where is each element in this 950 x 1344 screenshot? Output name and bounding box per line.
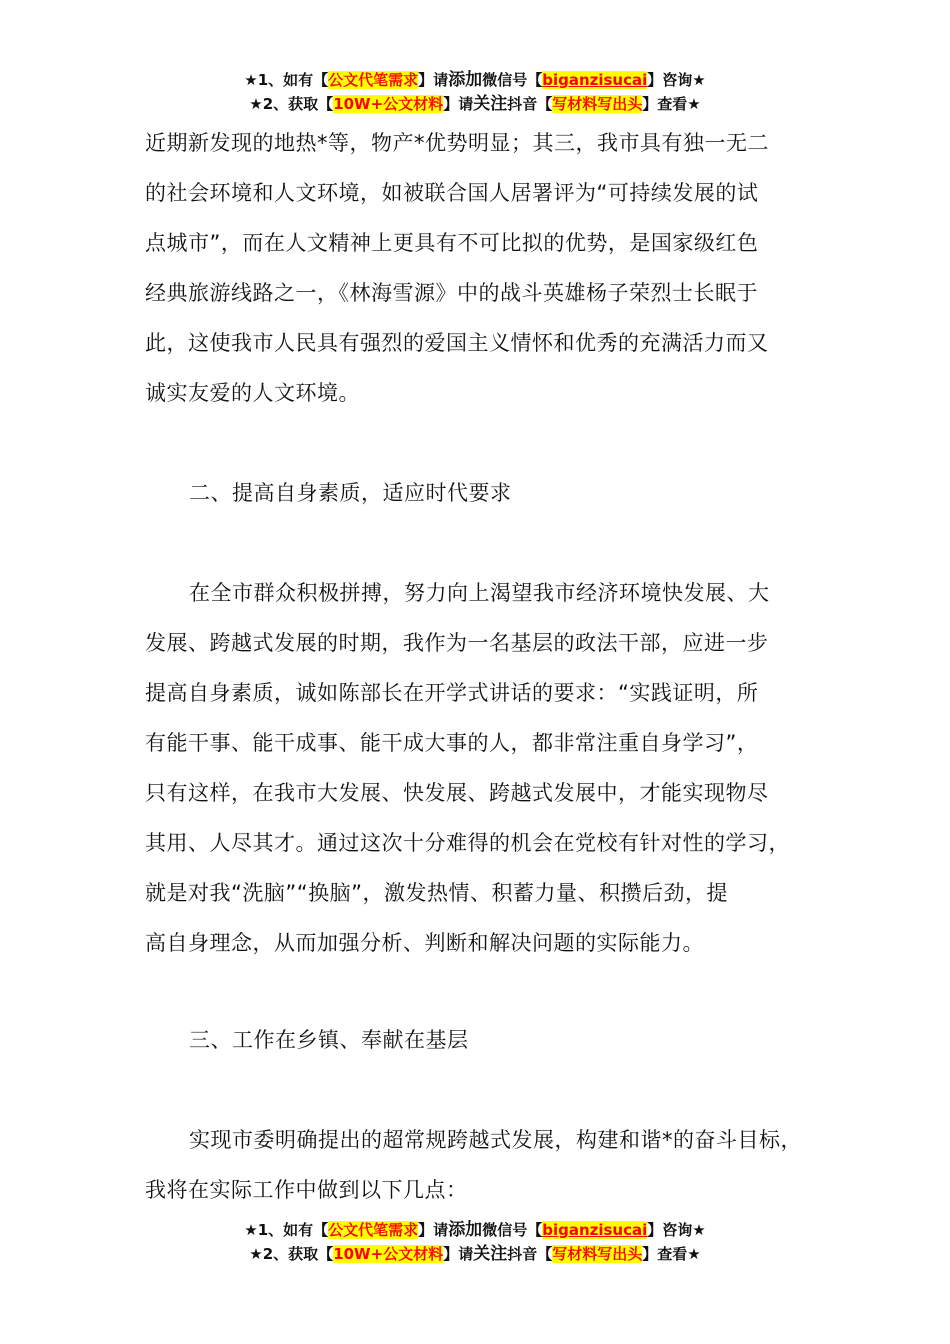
body-line: 诚实友爱的人文环境。 <box>145 381 360 405</box>
body-line: 我将在实际工作中做到以下几点： <box>145 1178 468 1202</box>
banner-wechat-id[interactable]: biganzisucai <box>542 71 648 89</box>
body-line: 此，这使我市人民具有强烈的爱国主义情怀和优秀的充满活力而又 <box>145 331 769 355</box>
banner-line-2: ★2、获取【10W+公文材料】请关注抖音【写材料写出头】查看★ <box>249 1244 701 1264</box>
body-line: 就是对我“洗脑”“换脑”，激发热情、积蓄力量、积攒后劲，提 <box>145 881 729 905</box>
header-banner <box>0 68 950 116</box>
body-line: 经典旅游线路之一，《林海雪源》中的战斗英雄杨子荣烈士长眠于 <box>145 281 758 305</box>
banner-highlight-service: 公文代笔需求 <box>328 71 419 89</box>
body-line: 提高自身素质，诚如陈部长在开学式讲话的要求：“实践证明，所 <box>145 681 759 705</box>
section-heading: 三、工作在乡镇、奉献在基层 <box>189 1028 469 1052</box>
banner-highlight-materials: 10W+公文材料 <box>333 95 444 113</box>
body-line: 发展、跨越式发展的时期，我作为一名基层的政法干部，应进一步 <box>145 631 769 655</box>
body-line: 其用、人尽其才。通过这次十分难得的机会在党校有针对性的学习， <box>145 831 790 855</box>
banner-line-1: ★1、如有【公文代笔需求】请添加微信号【biganzisucai】咨询★ <box>244 1220 706 1240</box>
banner-line-2: ★2、获取【10W+公文材料】请关注抖音【写材料写出头】查看★ <box>249 94 701 114</box>
banner-highlight-service: 公文代笔需求 <box>328 1221 419 1239</box>
section-2-paragraph <box>145 568 815 968</box>
body-line: 点城市”，而在人文精神上更具有不可比拟的优势，是国家级红色 <box>145 231 759 255</box>
footer-banner <box>0 1218 950 1266</box>
section-3-paragraph <box>145 1115 815 1215</box>
body-line: 近期新发现的地热*等，物产*优势明显；其三，我市具有独一无二 <box>145 131 769 155</box>
section-heading: 二、提高自身素质，适应时代要求 <box>189 481 512 505</box>
section-3 <box>145 1015 815 1065</box>
body-line: 只有这样，在我市大发展、快发展、跨越式发展中，才能实现物尽 <box>145 781 769 805</box>
document-body <box>145 118 815 418</box>
banner-wechat-id[interactable]: biganzisucai <box>542 1221 648 1239</box>
body-line: 的社会环境和人文环境，如被联合国人居署评为“可持续发展的试 <box>145 181 759 205</box>
section-2 <box>145 468 815 518</box>
body-line: 在全市群众积极拼搏，努力向上渴望我市经济环境快发展、大 <box>189 581 770 605</box>
banner-douyin-account[interactable]: 写材料写出头 <box>552 95 643 113</box>
body-line: 高自身理念，从而加强分析、判断和解决问题的实际能力。 <box>145 931 704 955</box>
body-line: 有能干事、能干成事、能干成大事的人，都非常注重自身学习”， <box>145 731 759 755</box>
banner-douyin-account[interactable]: 写材料写出头 <box>552 1245 643 1263</box>
body-line: 实现市委明确提出的超常规跨越式发展，构建和谐*的奋斗目标， <box>189 1128 802 1152</box>
banner-line-1: ★1、如有【公文代笔需求】请添加微信号【biganzisucai】咨询★ <box>244 70 706 90</box>
banner-highlight-materials: 10W+公文材料 <box>333 1245 444 1263</box>
